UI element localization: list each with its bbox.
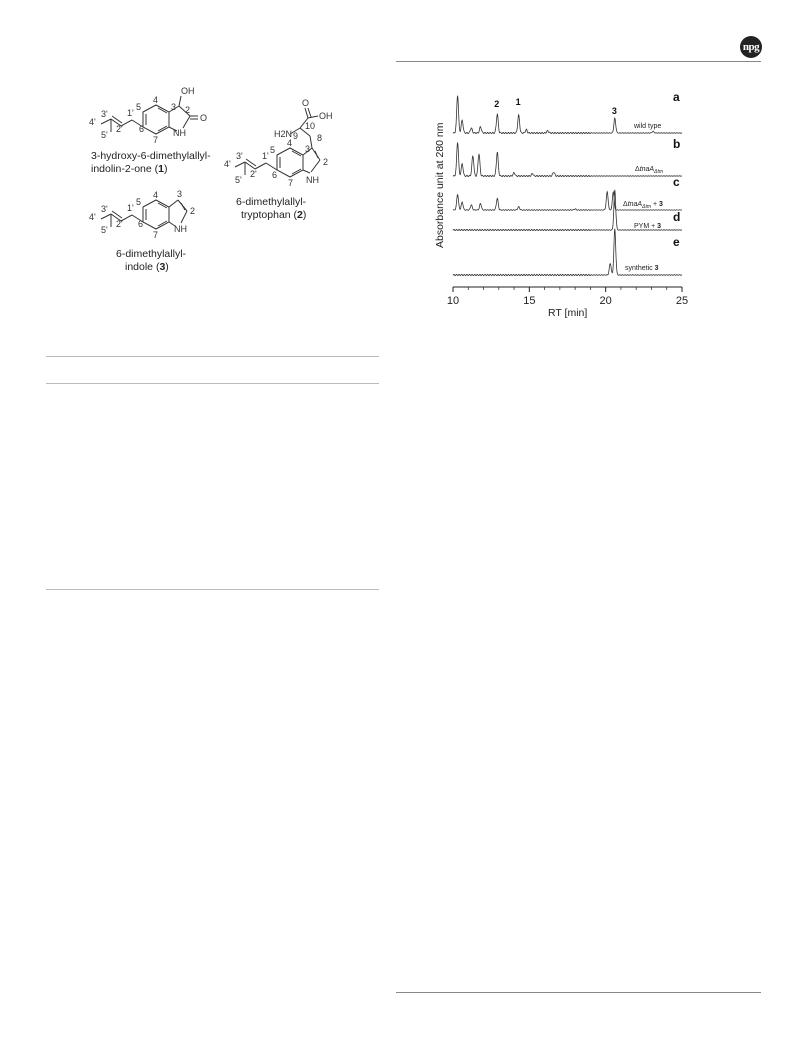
peak-label-3: 3	[611, 106, 617, 116]
compound3-name-line1: 6-dimethylallyl-	[116, 248, 187, 260]
c2-atom-2: 2	[323, 157, 329, 167]
compound3-name-line2: indole (3)	[125, 261, 169, 273]
c2-atom-9: 9	[293, 131, 299, 141]
compound2-name-line2: tryptophan (2)	[241, 209, 307, 221]
c1-atom-o: O	[200, 113, 208, 123]
c3-atom-4: 4	[153, 190, 159, 200]
x-tick-label-15: 15	[523, 295, 536, 307]
c1-atom-1p: 1'	[127, 108, 134, 118]
c3-atom-4p: 4'	[89, 212, 96, 222]
c1-atom-2: 2	[185, 105, 191, 115]
c2-atom-oh: OH	[319, 111, 333, 121]
c2-atom-2p: 2'	[250, 169, 257, 179]
c2-atom-nh: NH	[306, 175, 319, 185]
compound1-name-line2: indolin-2-one (1)	[91, 163, 168, 175]
panel-label-a: a	[673, 90, 680, 104]
y-axis-label: Absorbance unit at 280 nm	[434, 122, 446, 248]
footer-rule-right	[396, 992, 761, 993]
table-rule-mid	[46, 383, 379, 384]
trace-label-e: synthetic 3	[625, 265, 659, 272]
c3-atom-6: 6	[138, 219, 144, 229]
x-axis-ticks	[447, 287, 688, 307]
compound1-name-line1: 3-hydroxy-6-dimethylallyl-	[91, 150, 211, 162]
c2-atom-8: 8	[317, 133, 323, 143]
c3-atom-7: 7	[153, 230, 159, 240]
c2-atom-3p: 3'	[236, 151, 243, 161]
x-axis-label: RT [min]	[548, 307, 588, 319]
c2-atom-o: O	[302, 98, 310, 108]
x-tick-label-20: 20	[599, 295, 612, 307]
c2-atom-1p: 1'	[262, 151, 269, 161]
c1-atom-4p: 4'	[89, 117, 96, 127]
panel-label-c: c	[673, 175, 680, 189]
x-tick-label-10: 10	[446, 295, 460, 307]
c1-atom-7: 7	[153, 135, 159, 145]
table-rule-top	[46, 356, 379, 357]
c3-atom-5p: 5'	[101, 225, 108, 235]
trace-label-a: wild type	[634, 123, 662, 130]
c2-atom-5: 5	[270, 145, 276, 155]
c2-atom-4p: 4'	[224, 159, 231, 169]
c3-atom-3p: 3'	[101, 204, 108, 214]
c3-atom-2p: 2'	[116, 219, 123, 229]
c3-atom-2: 2	[190, 206, 196, 216]
hplc-chromatogram-chart	[420, 85, 700, 325]
c2-atom-6: 6	[272, 170, 278, 180]
c1-atom-5p: 5'	[101, 130, 108, 140]
peak-label-2: 2	[494, 99, 500, 109]
c2-atom-10: 10	[305, 121, 316, 131]
c3-atom-3: 3	[177, 189, 183, 199]
c1-atom-3p: 3'	[101, 109, 108, 119]
c2-atom-7: 7	[288, 178, 294, 188]
c1-atom-2p: 2'	[116, 124, 123, 134]
c2-atom-5p: 5'	[235, 175, 242, 185]
c1-atom-oh: OH	[181, 86, 195, 96]
c2-atom-4: 4	[287, 138, 293, 148]
c1-atom-6: 6	[139, 124, 145, 134]
chemical-structures-figure	[80, 86, 380, 295]
panel-label-d: d	[673, 210, 681, 224]
npg-logo-text: npg	[742, 41, 760, 53]
c1-atom-4: 4	[153, 95, 159, 105]
c3-atom-1p: 1'	[127, 203, 134, 213]
peak-label-1: 1	[515, 97, 521, 107]
c1-atom-5: 5	[136, 102, 142, 112]
c2-atom-3: 3	[305, 144, 311, 154]
panel-label-b: b	[673, 137, 681, 151]
trace-label-b: ΔtnaA$_{\Delta tm}$	[635, 166, 664, 175]
c3-atom-5: 5	[136, 197, 142, 207]
panel-label-e: e	[673, 235, 680, 249]
c1-atom-nh: NH	[173, 128, 186, 138]
x-tick-label-25: 25	[675, 295, 689, 307]
c1-atom-3: 3	[171, 102, 177, 112]
header-rule-right	[396, 61, 761, 62]
c2-atom-h2n: H2N	[274, 129, 293, 139]
trace-label-d: PYM + 3	[634, 223, 662, 230]
table-rule-bottom	[46, 589, 379, 590]
trace-label-c: ΔtnaA$_{\Delta tm}$ + 3	[623, 201, 663, 210]
c3-atom-nh: NH	[174, 224, 187, 234]
compound2-name-line1: 6-dimethylallyl-	[236, 196, 307, 208]
npg-logo	[740, 36, 762, 58]
